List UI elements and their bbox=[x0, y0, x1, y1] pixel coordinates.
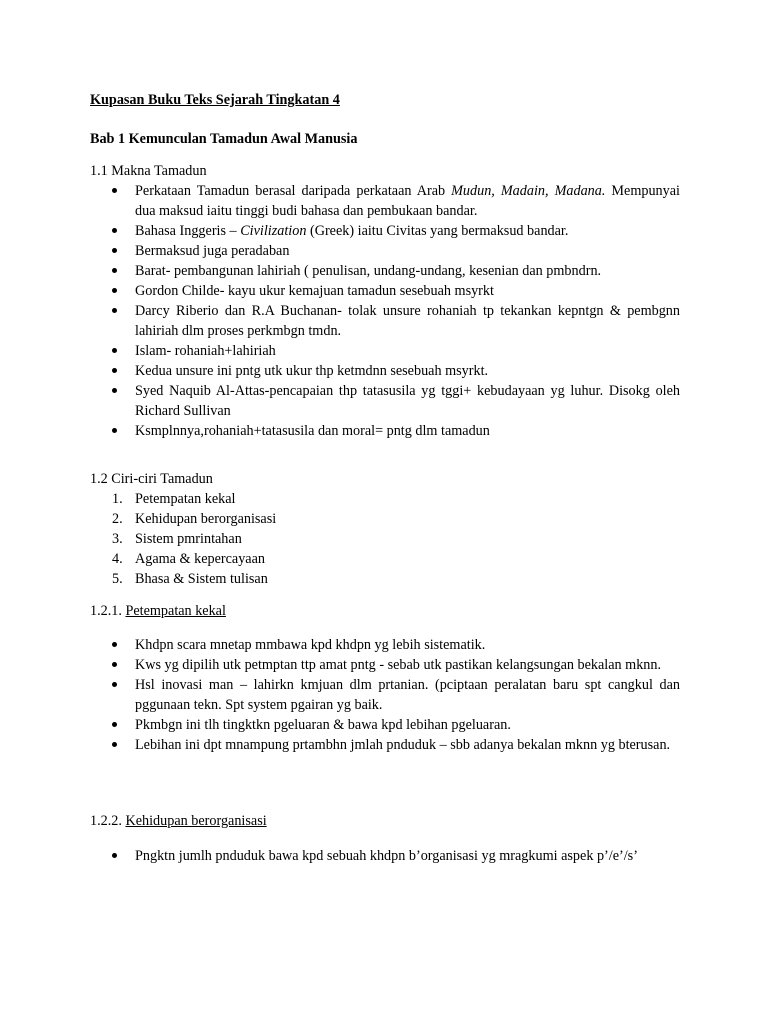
bullet-icon bbox=[112, 228, 117, 233]
section-heading-1-2-1: 1.2.1. Petempatan kekal bbox=[90, 603, 226, 619]
bullet-icon bbox=[112, 662, 117, 667]
list-item: Kws yg dipilih utk petmptan ttp amat pntg - sebab utk pastikan kelangsungan bekalan mknn. bbox=[90, 655, 680, 675]
bullet-icon bbox=[112, 268, 117, 273]
bullet-icon bbox=[112, 682, 117, 687]
bullet-icon bbox=[112, 722, 117, 727]
list-item: Hsl inovasi man – lahirkn kmjuan dlm prtanian. (pciptaan peralatan baru spt cangkul dan pggunaan tekn. Spt system pgairan yg baik. bbox=[90, 675, 680, 715]
bullet-icon bbox=[112, 188, 117, 193]
bullet-icon bbox=[112, 428, 117, 433]
list-item: Pngktn jumlh pnduduk bawa kpd sebuah khdpn b’organisasi yg mragkumi aspek p’/e’/s’ bbox=[90, 846, 680, 866]
list-item: Pkmbgn ini tlh tingktkn pgeluaran & bawa kpd lebihan pgeluaran. bbox=[90, 715, 680, 735]
bullet-icon bbox=[112, 248, 117, 253]
makna-tamadun-list bbox=[90, 181, 680, 441]
list-item: Islam- rohaniah+lahiriah bbox=[90, 341, 680, 361]
ciri-tamadun-list bbox=[90, 489, 680, 589]
bullet-icon bbox=[112, 308, 117, 313]
list-item: Lebihan ini dpt mnampung prtambhn jmlah pnduduk – sbb adanya bekalan mknn yg bterusan. bbox=[90, 735, 680, 755]
section-heading-1-1: 1.1 Makna Tamadun bbox=[90, 163, 207, 179]
bullet-icon bbox=[112, 288, 117, 293]
chapter-heading: Bab 1 Kemunculan Tamadun Awal Manusia bbox=[90, 131, 358, 147]
bullet-icon bbox=[112, 853, 117, 858]
list-item: Bahasa Inggeris – Civilization (Greek) iaitu Civitas yang bermaksud bandar. bbox=[90, 221, 680, 241]
list-item: Kedua unsure ini pntg utk ukur thp ketmdnn sesebuah msyrkt. bbox=[90, 361, 680, 381]
list-item: Bermaksud juga peradaban bbox=[90, 241, 680, 261]
petempatan-kekal-list bbox=[90, 635, 680, 755]
bullet-icon bbox=[112, 388, 117, 393]
document-title: Kupasan Buku Teks Sejarah Tingkatan 4 bbox=[90, 92, 340, 108]
bullet-icon bbox=[112, 368, 117, 373]
list-item: Syed Naquib Al-Attas-pencapaian thp tatasusila yg tggi+ kebudayaan yg luhur. Disokg oleh Richard Sullivan bbox=[90, 381, 680, 421]
list-item: 1. Petempatan kekal bbox=[112, 491, 236, 507]
list-item: Darcy Riberio dan R.A Buchanan- tolak unsure rohaniah tp tekankan kepntgn & pembgnn lahiriah dlm proses perkmbgn tmdn. bbox=[90, 301, 680, 341]
list-item: 2. Kehidupan berorganisasi bbox=[112, 511, 277, 527]
list-item: 4. Agama & kepercayaan bbox=[112, 551, 265, 567]
kehidupan-berorganisasi-list bbox=[90, 846, 680, 866]
section-heading-1-2-2: 1.2.2. Kehidupan berorganisasi bbox=[90, 813, 267, 829]
list-item: Barat- pembangunan lahiriah ( penulisan, undang-undang, kesenian dan pmbndrn. bbox=[90, 261, 680, 281]
list-item: Gordon Childe- kayu ukur kemajuan tamadun sesebuah msyrkt bbox=[90, 281, 680, 301]
bullet-icon bbox=[112, 348, 117, 353]
list-item: Khdpn scara mnetap mmbawa kpd khdpn yg lebih sistematik. bbox=[90, 635, 680, 655]
list-item: Perkataan Tamadun berasal daripada perkataan Arab Mudun, Madain, Madana. Mempunyai dua maksud iaitu tinggi budi bahasa dan pembukaan bandar. bbox=[90, 181, 680, 221]
section-heading-1-2: 1.2 Ciri-ciri Tamadun bbox=[90, 471, 213, 487]
bullet-icon bbox=[112, 642, 117, 647]
list-item: 3. Sistem pmrintahan bbox=[112, 531, 242, 547]
list-item: 5. Bhasa & Sistem tulisan bbox=[112, 571, 268, 587]
list-item: Ksmplnnya,rohaniah+tatasusila dan moral= pntg dlm tamadun bbox=[90, 421, 680, 441]
bullet-icon bbox=[112, 742, 117, 747]
